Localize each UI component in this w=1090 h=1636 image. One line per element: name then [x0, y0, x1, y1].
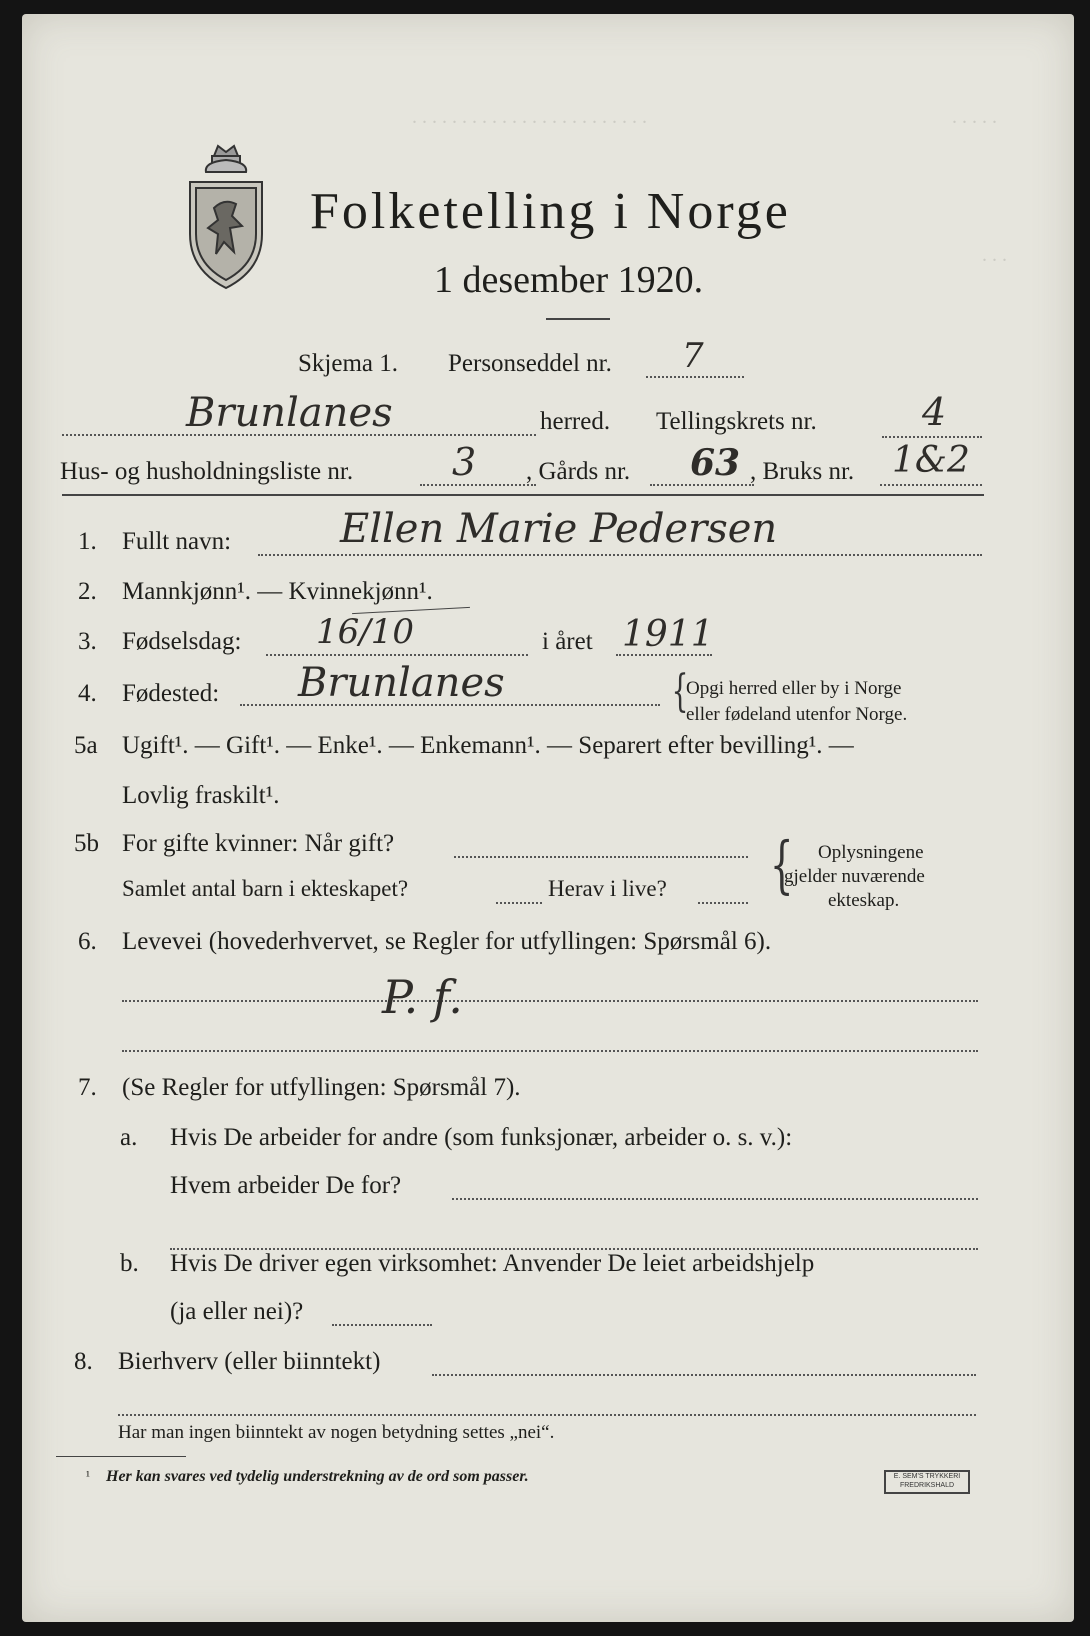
form-title: Folketelling i Norge [310, 183, 791, 240]
personseddel-line [646, 376, 744, 378]
q2-text: Mannkjønn¹. — Kvinnekjønn¹. [122, 578, 433, 605]
gards-line [650, 484, 754, 486]
q3-label: Fødselsdag: [122, 628, 242, 655]
printer-stamp [884, 1470, 970, 1494]
q7b-line [332, 1324, 432, 1326]
tellingskrets-line [882, 436, 982, 438]
q4-value: Brunlanes [298, 660, 505, 706]
herred-label: herred. [540, 408, 611, 435]
q3-number: 3. [78, 628, 97, 655]
q7-text: (Se Regler for utfyllingen: Spørsmål 7). [122, 1074, 521, 1101]
footnote-divider [56, 1456, 186, 1457]
q4-note-1: Opgi herred eller by i Norge [686, 678, 902, 699]
q7a-text-1: Hvis De arbeider for andre (som funksjonær, arbeider o. s. v.): [170, 1124, 793, 1151]
q7a-line-1 [452, 1198, 978, 1200]
q5b-text-3: Herav i live? [548, 876, 667, 901]
q2-number: 2. [78, 578, 97, 605]
q5a-number: 5a [74, 732, 98, 759]
q5a-text-2: Lovlig fraskilt¹. [122, 782, 280, 809]
bruks-value: 1&2 [892, 440, 970, 481]
bruks-line [880, 484, 982, 486]
q1-line [258, 554, 982, 556]
skjema-label: Skjema 1. [298, 350, 398, 377]
header-divider [62, 494, 984, 496]
q1-number: 1. [78, 528, 97, 555]
q7b-text-2: (ja eller nei)? [170, 1298, 304, 1325]
q1-label: Fullt navn: [122, 528, 232, 555]
printer-stamp-line-2: FREDRIKSHALD [899, 1482, 955, 1489]
q4-number: 4. [78, 680, 97, 707]
q4-brace: { [671, 666, 689, 717]
show-through-text: . . . . . . . . . . . . . . . . . . . . . . . . [412, 106, 647, 128]
herred-value: Brunlanes [186, 390, 393, 436]
q3-value: 16/10 [316, 612, 414, 652]
q6-line-1 [122, 1000, 978, 1002]
biinntekt-note: Har man ingen biinntekt av nogen betydning settes „nei“. [118, 1422, 555, 1443]
husliste-label: Hus- og husholdningsliste nr. [60, 458, 354, 485]
q6-value: P. f. [382, 970, 463, 1024]
q5b-children-line [496, 902, 542, 904]
personseddel-label: Personseddel nr. [448, 350, 612, 377]
q7b-text-1: Hvis De driver egen virksomhet: Anvender De leiet arbeidshjelp [170, 1250, 815, 1277]
q3-year-value: 1911 [622, 614, 714, 655]
show-through-text: . . . . . [952, 106, 997, 128]
q4-note-2: eller fødeland utenfor Norge. [686, 704, 908, 725]
husliste-line [420, 484, 536, 486]
q7a-text-2: Hvem arbeider De for? [170, 1172, 402, 1199]
form-date: 1 desember 1920. [434, 259, 704, 301]
q3-year-label: i året [542, 628, 593, 655]
q8-line-2 [118, 1414, 976, 1416]
husliste-value: 3 [452, 440, 477, 484]
q5a-text: Ugift¹. — Gift¹. — Enke¹. — Enkemann¹. — Separert efter bevilling¹. — [122, 732, 854, 759]
q5b-married-line [454, 856, 748, 858]
q6-text: Levevei (hovederhvervet, se Regler for utfyllingen: Spørsmål 6). [122, 928, 772, 955]
bruks-label: , Bruks nr. [750, 458, 855, 485]
q5b-text-1: For gifte kvinner: Når gift? [122, 830, 395, 857]
q7b-letter: b. [120, 1250, 139, 1277]
q7-number: 7. [78, 1074, 97, 1101]
form-page [22, 14, 1074, 1622]
q4-label: Fødested: [122, 680, 220, 707]
coat-of-arms-icon [184, 142, 268, 292]
q5b-number: 5b [74, 830, 99, 857]
q5b-note-1: Oplysningene [818, 842, 924, 863]
q8-number: 8. [74, 1348, 93, 1375]
tellingskrets-label: Tellingskrets nr. [656, 408, 817, 435]
q6-line-2 [122, 1050, 978, 1052]
show-through-text: . . . [982, 244, 1007, 266]
tellingskrets-value: 4 [922, 390, 947, 434]
title-divider [546, 318, 610, 320]
q6-number: 6. [78, 928, 97, 955]
gards-label: , Gårds nr. [526, 458, 631, 485]
printer-stamp-line-1: E. SEM'S TRYKKERI [893, 1473, 961, 1480]
q1-value: Ellen Marie Pedersen [340, 506, 778, 552]
footnote-mark: ¹ [86, 1468, 90, 1483]
q5b-text-2: Samlet antal barn i ekteskapet? [122, 876, 409, 901]
q5b-brace: { [769, 828, 794, 901]
personseddel-value: 7 [682, 336, 704, 376]
q8-text: Bierhverv (eller biinntekt) [118, 1348, 381, 1375]
q5b-alive-line [698, 902, 748, 904]
gards-value: 63 [690, 442, 741, 484]
footnote: Her kan svares ved tydelig understrekning av de ord som passer. [106, 1468, 529, 1485]
q7a-letter: a. [120, 1124, 138, 1151]
q5b-note-3: ekteskap. [828, 890, 900, 911]
q8-line-1 [432, 1374, 976, 1376]
q5b-note-2: gjelder nuværende [784, 866, 925, 887]
q3-day-line [266, 654, 528, 656]
